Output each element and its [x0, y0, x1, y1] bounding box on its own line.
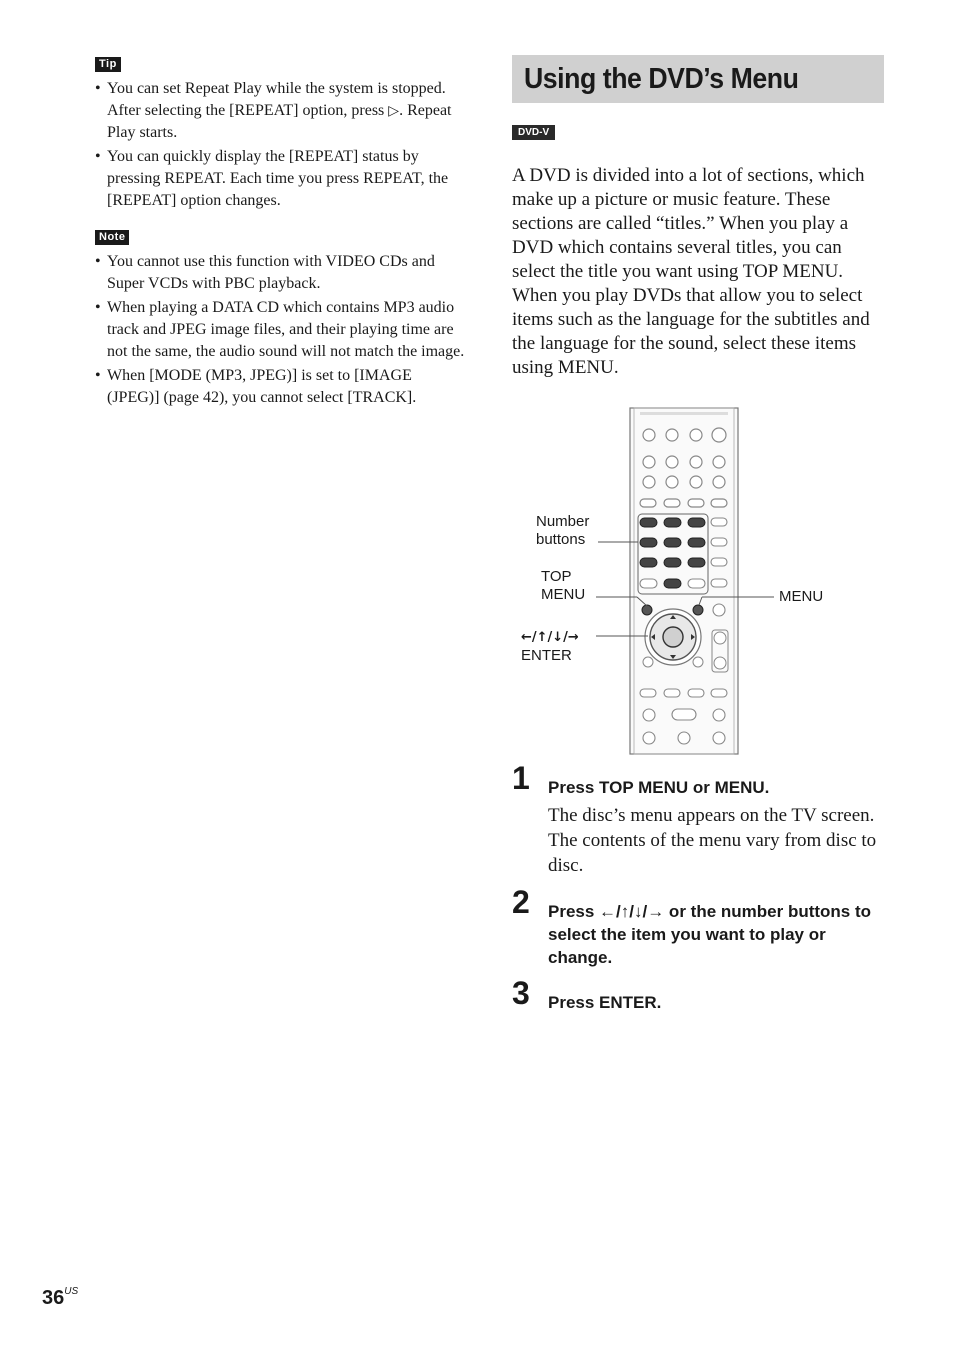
page-number — [42, 1286, 78, 1310]
number-buttons-label — [536, 513, 589, 549]
intro-paragraph: A DVD is divided into a lot of sections, which make up a picture or music feature. These sections are called “titles.” When you play a DVD which contains several titles, you can select the title you want using TOP MENU. When you play DVDs that allow you to select items such as the language for the subtitles and the language for the sound, select these items using MENU. — [512, 165, 870, 378]
note-badge: Note — [95, 230, 129, 245]
number-label-line1: Number — [536, 513, 590, 530]
section-title-bar — [512, 55, 884, 103]
left-column — [95, 54, 467, 411]
step-heading: Press ENTER. — [548, 993, 662, 1012]
note-list — [95, 251, 467, 409]
page-number-value: 36 — [42, 1287, 65, 1309]
tip-item-text-end: . Repeat Play starts. — [107, 102, 452, 141]
right-column — [512, 55, 884, 399]
step-heading: Press ←/↑/↓/→ or the number buttons to select the item you want to play or change. — [548, 902, 872, 967]
play-symbol: ▷ — [388, 103, 400, 119]
tip-badge: Tip — [95, 57, 121, 72]
page-number-suffix: US — [64, 1286, 79, 1297]
step-body: The disc’s menu appears on the TV screen. The contents of the menu vary from disc to disc. — [548, 805, 877, 876]
steps-list — [512, 760, 884, 1014]
format-badge: DVD-V — [512, 125, 555, 140]
note-item: • When playing a DATA CD which contains MP3 audio track and JPEG image files, and their playing time are not the same, the audio sound will not match the image. — [95, 297, 467, 363]
tip-block — [95, 54, 467, 212]
top-menu-label-line1: TOP — [541, 568, 572, 585]
step-number: 2 — [512, 884, 530, 920]
top-menu-label — [541, 568, 585, 604]
menu-label: MENU — [779, 588, 824, 605]
top-menu-label-line2: MENU — [541, 586, 586, 603]
note-block — [95, 227, 467, 409]
arrow-keys-label: ←/↑/↓/→ — [521, 630, 579, 645]
note-item: • When [MODE (MP3, JPEG)] is set to [IMAGE (JPEG)] (page 42), you cannot select [TRACK]. — [95, 365, 467, 409]
remote-control-figure — [512, 404, 884, 756]
step — [512, 975, 884, 1014]
arrow-enter-label — [521, 629, 579, 665]
tip-item — [95, 78, 467, 144]
step — [512, 760, 884, 878]
number-label-line2: buttons — [536, 531, 586, 548]
section-title: Using the DVD’s Menu — [524, 62, 799, 95]
step-number: 3 — [512, 975, 530, 1011]
enter-label: ENTER — [521, 647, 572, 664]
step — [512, 884, 884, 969]
step-heading: Press TOP MENU or MENU. — [548, 778, 770, 797]
tip-item: • You can quickly display the [REPEAT] status by pressing REPEAT. Each time you press REPEAT, the [REPEAT] option changes. — [95, 146, 467, 212]
note-item: • You cannot use this function with VIDEO CDs and Super VCDs with PBC playback. — [95, 251, 467, 295]
tip-list — [95, 78, 467, 212]
step-number: 1 — [512, 760, 530, 796]
tip-item-text: You can set Repeat Play while the system is stopped. After selecting the [REPEAT] option, press — [107, 80, 446, 119]
